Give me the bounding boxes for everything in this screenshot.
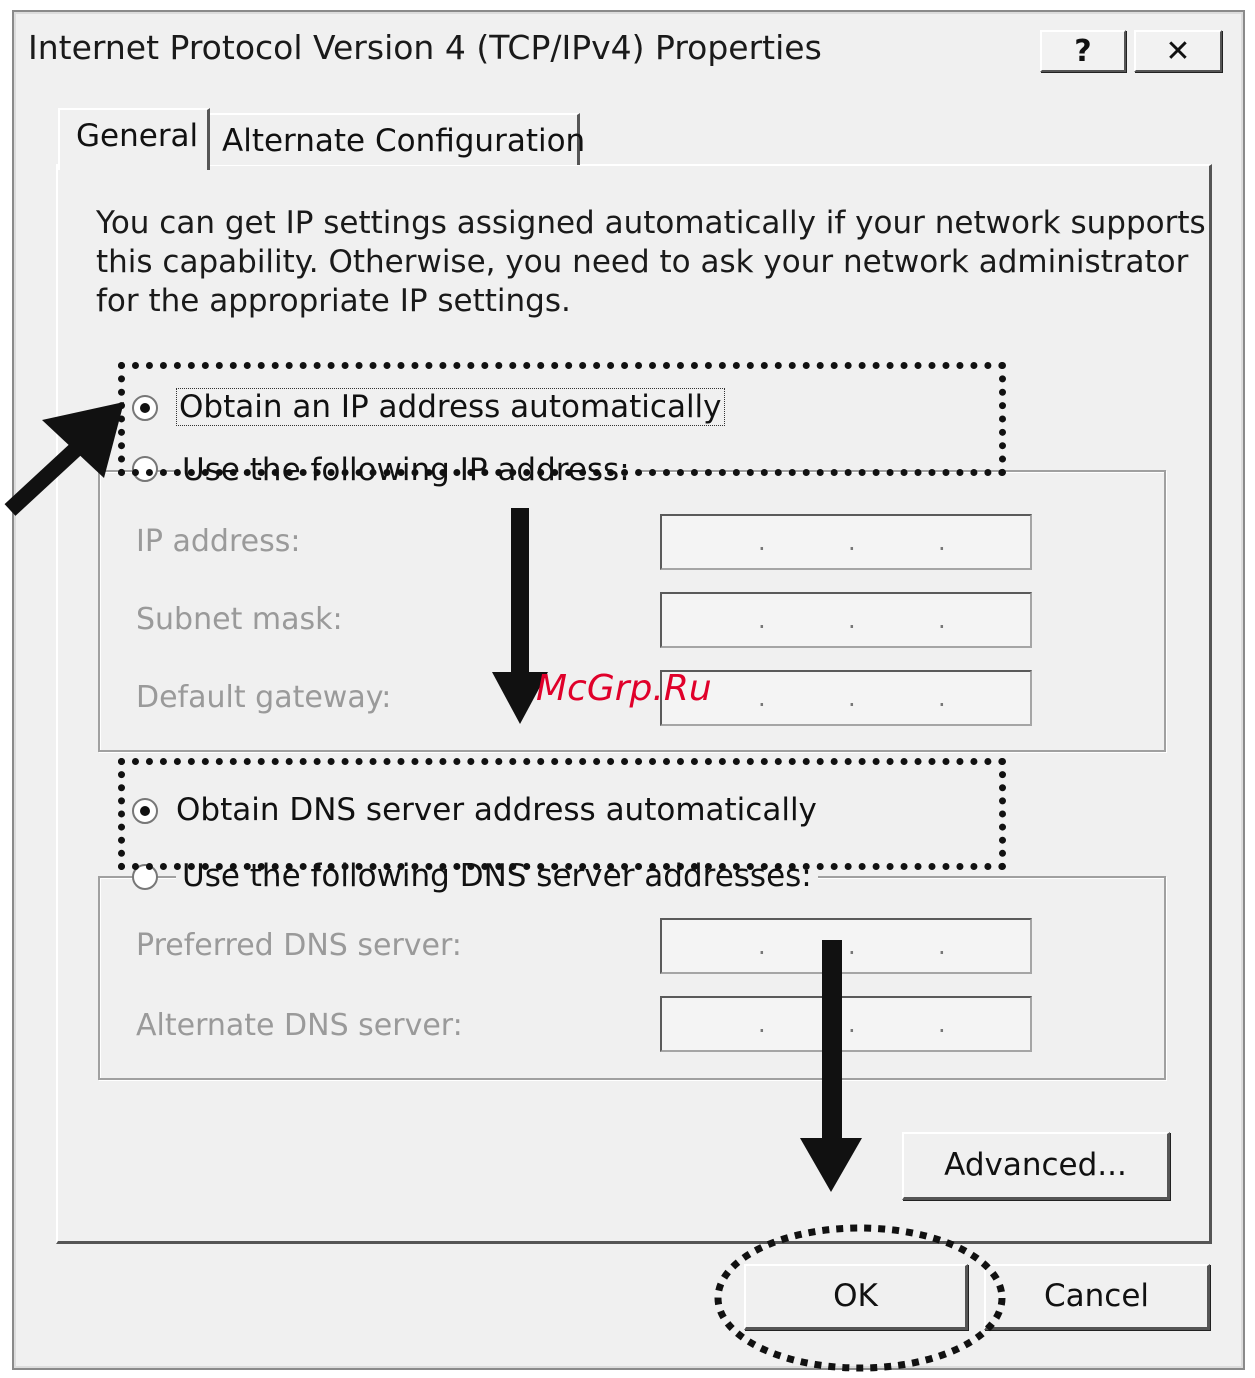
alternate-dns-input[interactable]: . . . (660, 996, 1032, 1052)
obtain-dns-auto-label[interactable]: Obtain DNS server address automatically (176, 792, 817, 828)
tab-alternate-configuration[interactable]: Alternate Configuration (210, 113, 580, 165)
alternate-dns-label: Alternate DNS server: (136, 1008, 463, 1043)
watermark: McGrp.Ru (536, 668, 712, 709)
ok-button[interactable]: OK (744, 1264, 968, 1330)
dialog-title: Internet Protocol Version 4 (TCP/IPv4) Properties (28, 28, 822, 67)
description-line: this capability. Otherwise, you need to ask your network administrator (96, 244, 1189, 280)
help-button[interactable]: ? (1040, 30, 1126, 72)
tab-general[interactable]: General (58, 108, 210, 170)
use-following-dns-label[interactable]: Use the following DNS server addresses: (176, 858, 818, 894)
ip-address-input[interactable]: . . . (660, 514, 1032, 570)
default-gateway-input[interactable]: . . . (660, 670, 1032, 726)
obtain-ip-auto-label[interactable]: Obtain an IP address automatically (176, 388, 725, 426)
ip-address-label: IP address: (136, 524, 301, 559)
preferred-dns-input[interactable]: . . . (660, 918, 1032, 974)
description-line: You can get IP settings assigned automatically if your network supports (96, 205, 1206, 241)
down-arrow-2-head (800, 1138, 862, 1192)
use-following-ip-label[interactable]: Use the following IP address: (176, 452, 636, 488)
ok-highlight-ellipse (718, 1228, 1002, 1368)
default-gateway-label: Default gateway: (136, 680, 392, 715)
advanced-button[interactable]: Advanced... (902, 1132, 1170, 1200)
down-arrow-1-shaft (511, 508, 529, 688)
cancel-button[interactable]: Cancel (984, 1264, 1210, 1330)
subnet-mask-label: Subnet mask: (136, 602, 343, 637)
close-icon: ✕ (1165, 34, 1191, 69)
preferred-dns-label: Preferred DNS server: (136, 928, 462, 963)
subnet-mask-input[interactable]: . . . (660, 592, 1032, 648)
description-line: for the appropriate IP settings. (96, 283, 571, 319)
down-arrow-2-shaft (822, 940, 842, 1140)
